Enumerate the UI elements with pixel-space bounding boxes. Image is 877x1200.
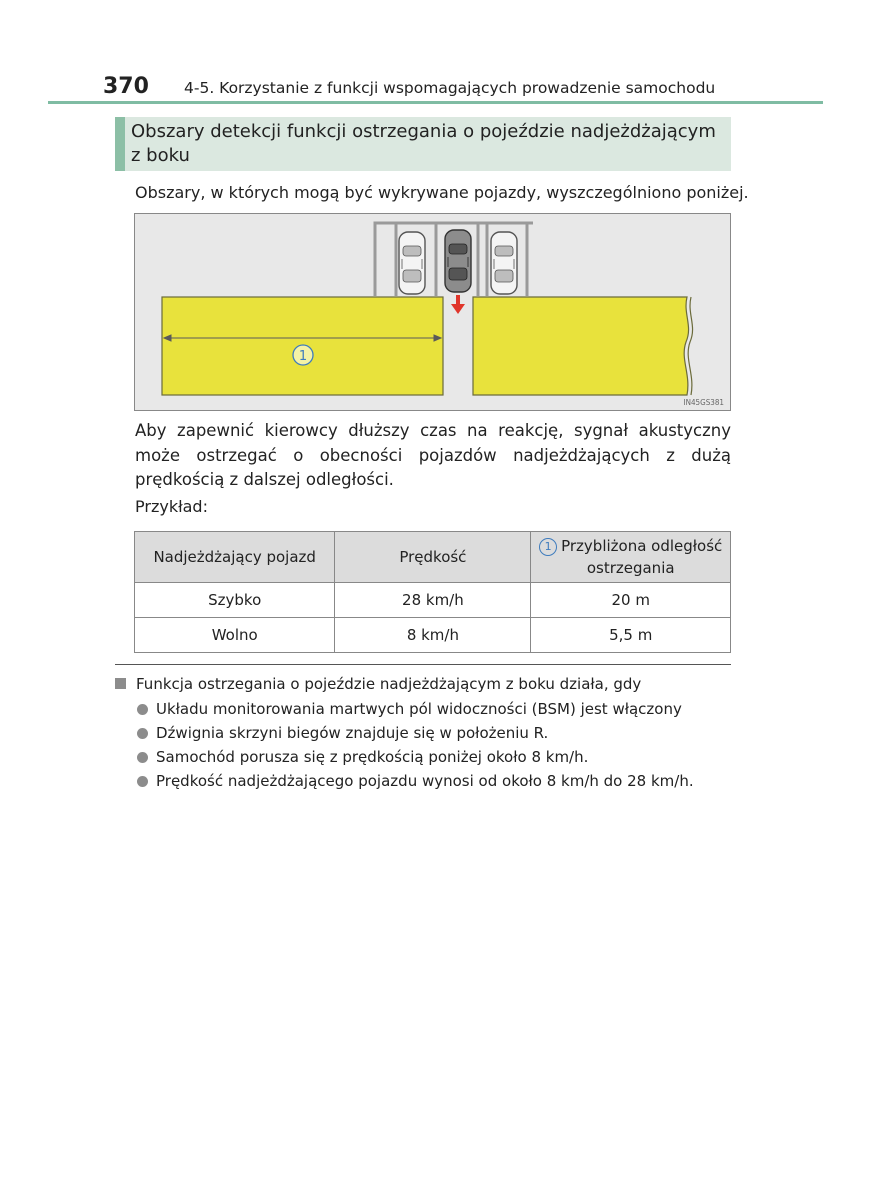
header-rule [48,101,823,104]
section-title [131,120,729,168]
chapter-title: 4-5. Korzystanie z funkcji wspomagających prowadzenie samochodu [184,79,716,97]
list-item [137,722,694,746]
cell-speed: 8 km/h [335,618,531,653]
bullet-dot-icon [137,704,148,715]
bullet-dot-icon [137,728,148,739]
list-item-text: Dźwignia skrzyni biegów znajduje się w położeniu R. [156,724,549,742]
list-item [137,746,694,770]
section-heading [115,117,731,171]
reverse-arrow-icon [451,295,465,314]
intro-text: Obszary, w których mogą być wykrywane pojazdy, wyszczególniono poniżej. [135,183,749,202]
cell-vehicle: Wolno [135,618,335,653]
section-accent-bar [115,117,125,171]
example-label: Przykład: [135,497,208,516]
table-row [135,618,731,653]
bullet-dot-icon [137,776,148,787]
zone-break-line [688,297,692,395]
header-speed: Prędkość [335,532,531,583]
list-item-text: Samochód porusza się z prędkością poniżej około 8 km/h. [156,748,589,766]
section-title-line2: z boku [131,145,190,166]
conditions-list [137,698,694,794]
list-item [137,770,694,794]
conditions-rule [115,664,731,665]
table-row [135,583,731,618]
cell-vehicle: Szybko [135,583,335,618]
conditions-heading [115,675,641,693]
cell-distance: 5,5 m [531,618,731,653]
header-distance-line2: ostrzegania [586,559,675,577]
page-number: 370 [103,74,149,99]
parked-car-right-icon [491,232,517,294]
own-car-icon [445,230,471,292]
right-detection-zone [473,297,689,395]
range-marker-label: 1 [298,349,308,364]
cell-speed: 28 km/h [335,583,531,618]
diagram-code: IN45GS381 [683,398,724,407]
list-item-text: Układu monitorowania martwych pól widoczności (BSM) jest włączony [156,700,682,718]
header-distance-line1: Przybliżona odległość [561,537,723,555]
conditions-heading-text: Funkcja ostrzegania o pojeździe nadjeżdżającym z boku działa, gdy [136,675,642,693]
detection-area-diagram [134,213,731,411]
header-distance [531,532,731,583]
parked-car-left-icon [399,232,425,294]
explanation-text: Aby zapewnić kierowcy dłuższy czas na reakcję, sygnał akustyczny może ostrzegać o obecności pojazdów nadjeżdżających z dużą prędkością z dalszej odległości. [135,421,731,489]
table-header-row [135,532,731,583]
bullet-dot-icon [137,752,148,763]
distance-marker-icon: 1 [539,538,557,556]
section-title-line1: Obszary detekcji funkcji ostrzegania o pojeździe nadjeżdżającym [131,121,716,142]
list-item [137,698,694,722]
list-item-text: Prędkość nadjeżdżającego pojazdu wynosi od około 8 km/h do 28 km/h. [156,772,694,790]
warning-distance-table [134,531,731,653]
cell-distance: 20 m [531,583,731,618]
diagram-graphic [135,214,731,411]
header-vehicle: Nadjeżdżający pojazd [135,532,335,583]
square-bullet-icon [115,678,126,689]
